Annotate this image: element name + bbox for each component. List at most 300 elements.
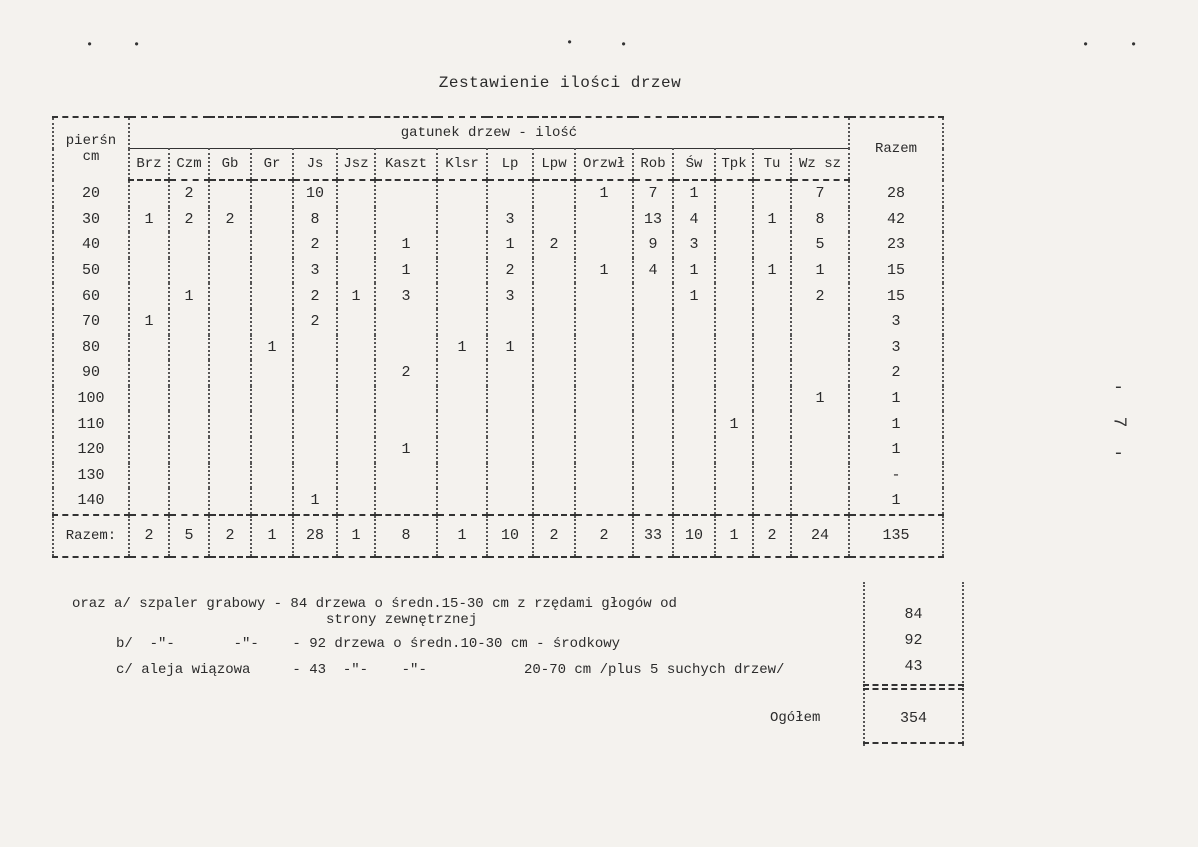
- diameter-cell: 100: [53, 386, 129, 412]
- totals-label: Razem:: [53, 515, 129, 557]
- table-row: [53, 463, 943, 489]
- count-cell: 28: [293, 515, 337, 557]
- count-cell: [575, 488, 633, 515]
- diameter-cell: 110: [53, 411, 129, 437]
- tree-count-table: [52, 116, 944, 558]
- count-cell: [633, 309, 673, 335]
- grand-total-value: 354: [899, 710, 927, 727]
- count-cell: [293, 437, 337, 463]
- species-header-cell: Js: [293, 149, 337, 181]
- count-cell: [753, 232, 791, 258]
- count-cell: [533, 386, 575, 412]
- row-total-cell: 42: [849, 207, 943, 233]
- note-a-line1: oraz a/ szpaler grabowy - 84 drzewa o średn.15-30 cm z rzędami głogów od: [72, 596, 677, 612]
- count-cell: [437, 232, 487, 258]
- count-cell: [251, 283, 293, 309]
- count-cell: [251, 258, 293, 284]
- count-cell: [375, 335, 437, 361]
- count-cell: 1: [169, 283, 209, 309]
- count-cell: [337, 258, 375, 284]
- count-cell: [251, 207, 293, 233]
- species-header-cell: Lpw: [533, 149, 575, 181]
- row-total-cell: -: [849, 463, 943, 489]
- count-cell: [753, 180, 791, 207]
- header-diameter-unit: cm: [82, 149, 100, 165]
- count-cell: 1: [673, 180, 715, 207]
- diameter-cell: 90: [53, 360, 129, 386]
- count-cell: [715, 283, 753, 309]
- diameter-cell: 60: [53, 283, 129, 309]
- count-cell: [575, 411, 633, 437]
- count-cell: [337, 463, 375, 489]
- count-cell: [337, 360, 375, 386]
- page-number: - 7 -: [1108, 378, 1129, 464]
- count-cell: [251, 488, 293, 515]
- count-cell: 2: [375, 360, 437, 386]
- count-cell: [753, 463, 791, 489]
- row-total-cell: 3: [849, 309, 943, 335]
- count-cell: [633, 283, 673, 309]
- count-cell: [337, 488, 375, 515]
- count-cell: 1: [129, 309, 169, 335]
- count-cell: [437, 207, 487, 233]
- count-cell: [209, 283, 251, 309]
- table-row: [53, 309, 943, 335]
- count-cell: [533, 411, 575, 437]
- count-cell: [487, 463, 533, 489]
- count-cell: [375, 309, 437, 335]
- diameter-cell: 80: [53, 335, 129, 361]
- header-diameter: [53, 117, 129, 180]
- count-cell: [251, 232, 293, 258]
- count-cell: [575, 386, 633, 412]
- count-cell: [673, 437, 715, 463]
- row-total-cell: 23: [849, 232, 943, 258]
- count-cell: 4: [633, 258, 673, 284]
- count-cell: [437, 411, 487, 437]
- species-header-cell: Kaszt: [375, 149, 437, 181]
- count-cell: [169, 258, 209, 284]
- count-cell: 1: [715, 515, 753, 557]
- count-cell: [337, 411, 375, 437]
- count-cell: [753, 386, 791, 412]
- species-header-cell: Brz: [129, 149, 169, 181]
- count-cell: 1: [293, 488, 337, 515]
- count-cell: 1: [791, 258, 849, 284]
- count-cell: 9: [633, 232, 673, 258]
- count-cell: [375, 488, 437, 515]
- count-cell: [293, 463, 337, 489]
- count-cell: [715, 207, 753, 233]
- row-total-cell: 1: [849, 488, 943, 515]
- diameter-cell: 30: [53, 207, 129, 233]
- header-species-group: gatunek drzew - ilość: [129, 117, 849, 149]
- count-cell: 1: [753, 258, 791, 284]
- count-cell: [437, 360, 487, 386]
- count-cell: [575, 463, 633, 489]
- count-cell: [673, 335, 715, 361]
- count-cell: [169, 386, 209, 412]
- count-cell: [487, 411, 533, 437]
- count-cell: 1: [487, 335, 533, 361]
- note-c-left: c/ aleja wiązowa - 43 -"- -"-: [116, 662, 427, 678]
- count-cell: 24: [791, 515, 849, 557]
- count-cell: [533, 258, 575, 284]
- count-cell: 2: [533, 232, 575, 258]
- count-cell: [533, 463, 575, 489]
- note-c-value: 43: [904, 658, 923, 675]
- count-cell: 2: [293, 283, 337, 309]
- count-cell: [209, 232, 251, 258]
- count-cell: [293, 386, 337, 412]
- count-cell: [169, 309, 209, 335]
- count-cell: 7: [633, 180, 673, 207]
- count-cell: [575, 335, 633, 361]
- count-cell: 2: [487, 258, 533, 284]
- count-cell: 8: [791, 207, 849, 233]
- count-cell: [209, 488, 251, 515]
- species-header-cell: Gr: [251, 149, 293, 181]
- count-cell: [251, 463, 293, 489]
- count-cell: [209, 335, 251, 361]
- species-header-cell: Św: [673, 149, 715, 181]
- count-cell: [337, 180, 375, 207]
- count-cell: [673, 386, 715, 412]
- count-cell: [129, 437, 169, 463]
- row-total-cell: 15: [849, 283, 943, 309]
- count-cell: [169, 232, 209, 258]
- count-cell: 8: [375, 515, 437, 557]
- count-cell: [375, 180, 437, 207]
- count-cell: [337, 309, 375, 335]
- count-cell: [437, 258, 487, 284]
- count-cell: 10: [673, 515, 715, 557]
- separator: [863, 742, 964, 744]
- count-cell: [129, 335, 169, 361]
- table-row: [53, 488, 943, 515]
- count-cell: [673, 411, 715, 437]
- count-cell: 2: [753, 515, 791, 557]
- count-cell: [715, 258, 753, 284]
- count-cell: 2: [169, 207, 209, 233]
- count-cell: [791, 437, 849, 463]
- count-cell: [209, 360, 251, 386]
- count-cell: 1: [129, 207, 169, 233]
- table-row: [53, 180, 943, 207]
- count-cell: [715, 335, 753, 361]
- count-cell: 1: [487, 232, 533, 258]
- count-cell: [791, 488, 849, 515]
- count-cell: [337, 437, 375, 463]
- count-cell: [575, 309, 633, 335]
- count-cell: [209, 258, 251, 284]
- table-row: [53, 411, 943, 437]
- count-cell: 3: [375, 283, 437, 309]
- count-cell: [633, 488, 673, 515]
- count-cell: [337, 335, 375, 361]
- count-cell: [715, 180, 753, 207]
- diameter-cell: 20: [53, 180, 129, 207]
- count-cell: 3: [487, 283, 533, 309]
- count-cell: [487, 437, 533, 463]
- diameter-cell: 50: [53, 258, 129, 284]
- count-cell: 1: [337, 283, 375, 309]
- note-a-value: 84: [904, 606, 923, 623]
- count-cell: [791, 360, 849, 386]
- totals-row: [53, 515, 943, 557]
- row-total-cell: 15: [849, 258, 943, 284]
- count-cell: [633, 411, 673, 437]
- count-cell: [715, 309, 753, 335]
- species-header-cell: Gb: [209, 149, 251, 181]
- count-cell: [437, 463, 487, 489]
- count-cell: [487, 309, 533, 335]
- header-diameter-label: pierśn: [65, 133, 117, 149]
- count-cell: [209, 309, 251, 335]
- count-cell: [169, 411, 209, 437]
- count-cell: 4: [673, 207, 715, 233]
- count-cell: [129, 411, 169, 437]
- diameter-cell: 70: [53, 309, 129, 335]
- count-cell: [437, 488, 487, 515]
- count-cell: 2: [129, 515, 169, 557]
- count-cell: [753, 437, 791, 463]
- count-cell: [715, 232, 753, 258]
- count-cell: [533, 360, 575, 386]
- row-total-cell: 1: [849, 386, 943, 412]
- count-cell: [251, 411, 293, 437]
- count-cell: [575, 437, 633, 463]
- count-cell: [209, 463, 251, 489]
- count-cell: [251, 360, 293, 386]
- count-cell: [673, 463, 715, 489]
- count-cell: [533, 283, 575, 309]
- count-cell: 2: [575, 515, 633, 557]
- count-cell: 5: [791, 232, 849, 258]
- count-cell: [487, 488, 533, 515]
- table-row: [53, 232, 943, 258]
- count-cell: [533, 309, 575, 335]
- count-cell: [437, 283, 487, 309]
- row-total-cell: 135: [849, 515, 943, 557]
- count-cell: 7: [791, 180, 849, 207]
- row-total-cell: 2: [849, 360, 943, 386]
- count-cell: [129, 488, 169, 515]
- count-cell: [129, 258, 169, 284]
- species-header-cell: Orzwł: [575, 149, 633, 181]
- count-cell: 33: [633, 515, 673, 557]
- count-cell: 1: [673, 283, 715, 309]
- species-header-cell: Wz sz: [791, 149, 849, 181]
- table-row: [53, 437, 943, 463]
- count-cell: 1: [337, 515, 375, 557]
- count-cell: [791, 411, 849, 437]
- diameter-cell: 140: [53, 488, 129, 515]
- count-cell: 1: [251, 335, 293, 361]
- count-cell: [487, 386, 533, 412]
- count-cell: 1: [575, 258, 633, 284]
- table-row: [53, 386, 943, 412]
- count-cell: [437, 309, 487, 335]
- count-cell: 1: [753, 207, 791, 233]
- count-cell: [533, 437, 575, 463]
- count-cell: 1: [437, 515, 487, 557]
- table-row: [53, 335, 943, 361]
- count-cell: [375, 386, 437, 412]
- count-cell: [487, 360, 533, 386]
- species-header-cell: Rob: [633, 149, 673, 181]
- count-cell: [337, 207, 375, 233]
- note-a-line2: strony zewnętrznej: [326, 612, 478, 628]
- note-b-value: 92: [904, 632, 923, 649]
- species-header-row: [53, 149, 943, 181]
- species-header-cell: Tpk: [715, 149, 753, 181]
- count-cell: 2: [293, 309, 337, 335]
- table-header-row: [53, 117, 943, 149]
- page-title: Zestawienie ilości drzew: [438, 74, 682, 92]
- count-cell: 1: [375, 258, 437, 284]
- row-total-cell: 1: [849, 411, 943, 437]
- count-cell: 2: [293, 232, 337, 258]
- species-header-cell: Tu: [753, 149, 791, 181]
- count-cell: 3: [487, 207, 533, 233]
- count-cell: 13: [633, 207, 673, 233]
- count-cell: [169, 335, 209, 361]
- count-cell: [251, 180, 293, 207]
- count-cell: 8: [293, 207, 337, 233]
- count-cell: [293, 360, 337, 386]
- count-cell: 2: [791, 283, 849, 309]
- count-cell: [575, 283, 633, 309]
- count-cell: [715, 463, 753, 489]
- count-cell: [337, 232, 375, 258]
- species-header-cell: Lp: [487, 149, 533, 181]
- table-row: [53, 360, 943, 386]
- count-cell: 1: [791, 386, 849, 412]
- notes-values-column: [863, 582, 964, 746]
- count-cell: 3: [673, 232, 715, 258]
- count-cell: [673, 309, 715, 335]
- count-cell: [533, 207, 575, 233]
- diameter-cell: 130: [53, 463, 129, 489]
- count-cell: [633, 335, 673, 361]
- count-cell: [169, 463, 209, 489]
- count-cell: [533, 488, 575, 515]
- count-cell: 1: [251, 515, 293, 557]
- count-cell: [129, 283, 169, 309]
- count-cell: [791, 309, 849, 335]
- count-cell: [715, 437, 753, 463]
- table-row: [53, 207, 943, 233]
- note-b: b/ -"- -"- - 92 drzewa o średn.10-30 cm - środkowy: [116, 636, 621, 652]
- count-cell: [209, 411, 251, 437]
- row-total-cell: 3: [849, 335, 943, 361]
- count-cell: [375, 207, 437, 233]
- count-cell: [129, 180, 169, 207]
- count-cell: 2: [209, 207, 251, 233]
- count-cell: 5: [169, 515, 209, 557]
- count-cell: [437, 180, 487, 207]
- table-row: [53, 258, 943, 284]
- diameter-cell: 120: [53, 437, 129, 463]
- count-cell: [633, 360, 673, 386]
- count-cell: [753, 309, 791, 335]
- count-cell: [487, 180, 533, 207]
- count-cell: [375, 411, 437, 437]
- count-cell: [791, 463, 849, 489]
- count-cell: [575, 207, 633, 233]
- count-cell: 1: [375, 232, 437, 258]
- count-cell: [673, 488, 715, 515]
- count-cell: 2: [209, 515, 251, 557]
- count-cell: [753, 335, 791, 361]
- count-cell: 1: [715, 411, 753, 437]
- species-header-cell: Jsz: [337, 149, 375, 181]
- count-cell: [633, 463, 673, 489]
- row-total-cell: 1: [849, 437, 943, 463]
- count-cell: [251, 386, 293, 412]
- count-cell: [753, 411, 791, 437]
- row-total-cell: 28: [849, 180, 943, 207]
- count-cell: 2: [533, 515, 575, 557]
- count-cell: [575, 360, 633, 386]
- count-cell: [437, 386, 487, 412]
- count-cell: 1: [375, 437, 437, 463]
- count-cell: [575, 232, 633, 258]
- count-cell: 3: [293, 258, 337, 284]
- count-cell: [293, 411, 337, 437]
- count-cell: [169, 488, 209, 515]
- count-cell: [129, 463, 169, 489]
- document-page: • • • • • • Zestawienie ilości drzew - 7 - pierśn cm gatunek drzew - ilość Razem Brz Czm Gb Gr Js Jsz Kaszt Klsr Lp Lpw Orzwł Rob Św Tpk Tu Wz sz 20 2 10 1 7 1 7 28 30 1 2 2 8 3 13 4 1 8 42 40 2 1 1 2 9 3 5 23 50 3 1 2 1 4 1 1 1 15 60 1 2 1 3 3 1 2 15 70 1 2 3 80 1 1 1 3 90 2 2 100 1 1 110 1 1 120 1 1 130 - 140 1 1 Razem: 2 5 2 1 28 1 8 1 10 2 2 33 10 1 2 24 135 oraz a/ szpaler grabowy - 84 drzewa o średn.15-30 cm z rzędami głogów od strony zewnętrznej b/ -"- -"- - 92 drzewa o średn.10-30 cm - środkowy c/ aleja wiązowa - 43 -"- -"- 20-70 cm /plus 5 suchych drzew/ 84 92 43 354 Ogółem: [0, 0, 1198, 847]
- species-header-cell: Czm: [169, 149, 209, 181]
- count-cell: [129, 232, 169, 258]
- count-cell: [169, 437, 209, 463]
- note-c-right: 20-70 cm /plus 5 suchych drzew/: [524, 662, 785, 678]
- count-cell: [753, 360, 791, 386]
- count-cell: [533, 180, 575, 207]
- header-total: Razem: [849, 117, 943, 180]
- count-cell: [251, 309, 293, 335]
- count-cell: 2: [169, 180, 209, 207]
- table-row: [53, 283, 943, 309]
- count-cell: [673, 360, 715, 386]
- count-cell: [129, 386, 169, 412]
- count-cell: [715, 360, 753, 386]
- count-cell: [753, 283, 791, 309]
- count-cell: [753, 488, 791, 515]
- count-cell: 1: [437, 335, 487, 361]
- separator: [863, 688, 964, 690]
- count-cell: [437, 437, 487, 463]
- count-cell: [337, 386, 375, 412]
- count-cell: 1: [673, 258, 715, 284]
- count-cell: [209, 437, 251, 463]
- diameter-cell: 40: [53, 232, 129, 258]
- count-cell: 10: [487, 515, 533, 557]
- species-header-cell: Klsr: [437, 149, 487, 181]
- count-cell: [251, 437, 293, 463]
- count-cell: 1: [575, 180, 633, 207]
- count-cell: [169, 360, 209, 386]
- separator: [863, 684, 964, 686]
- count-cell: [633, 386, 673, 412]
- count-cell: 10: [293, 180, 337, 207]
- count-cell: [791, 335, 849, 361]
- count-cell: [375, 463, 437, 489]
- count-cell: [293, 335, 337, 361]
- count-cell: [533, 335, 575, 361]
